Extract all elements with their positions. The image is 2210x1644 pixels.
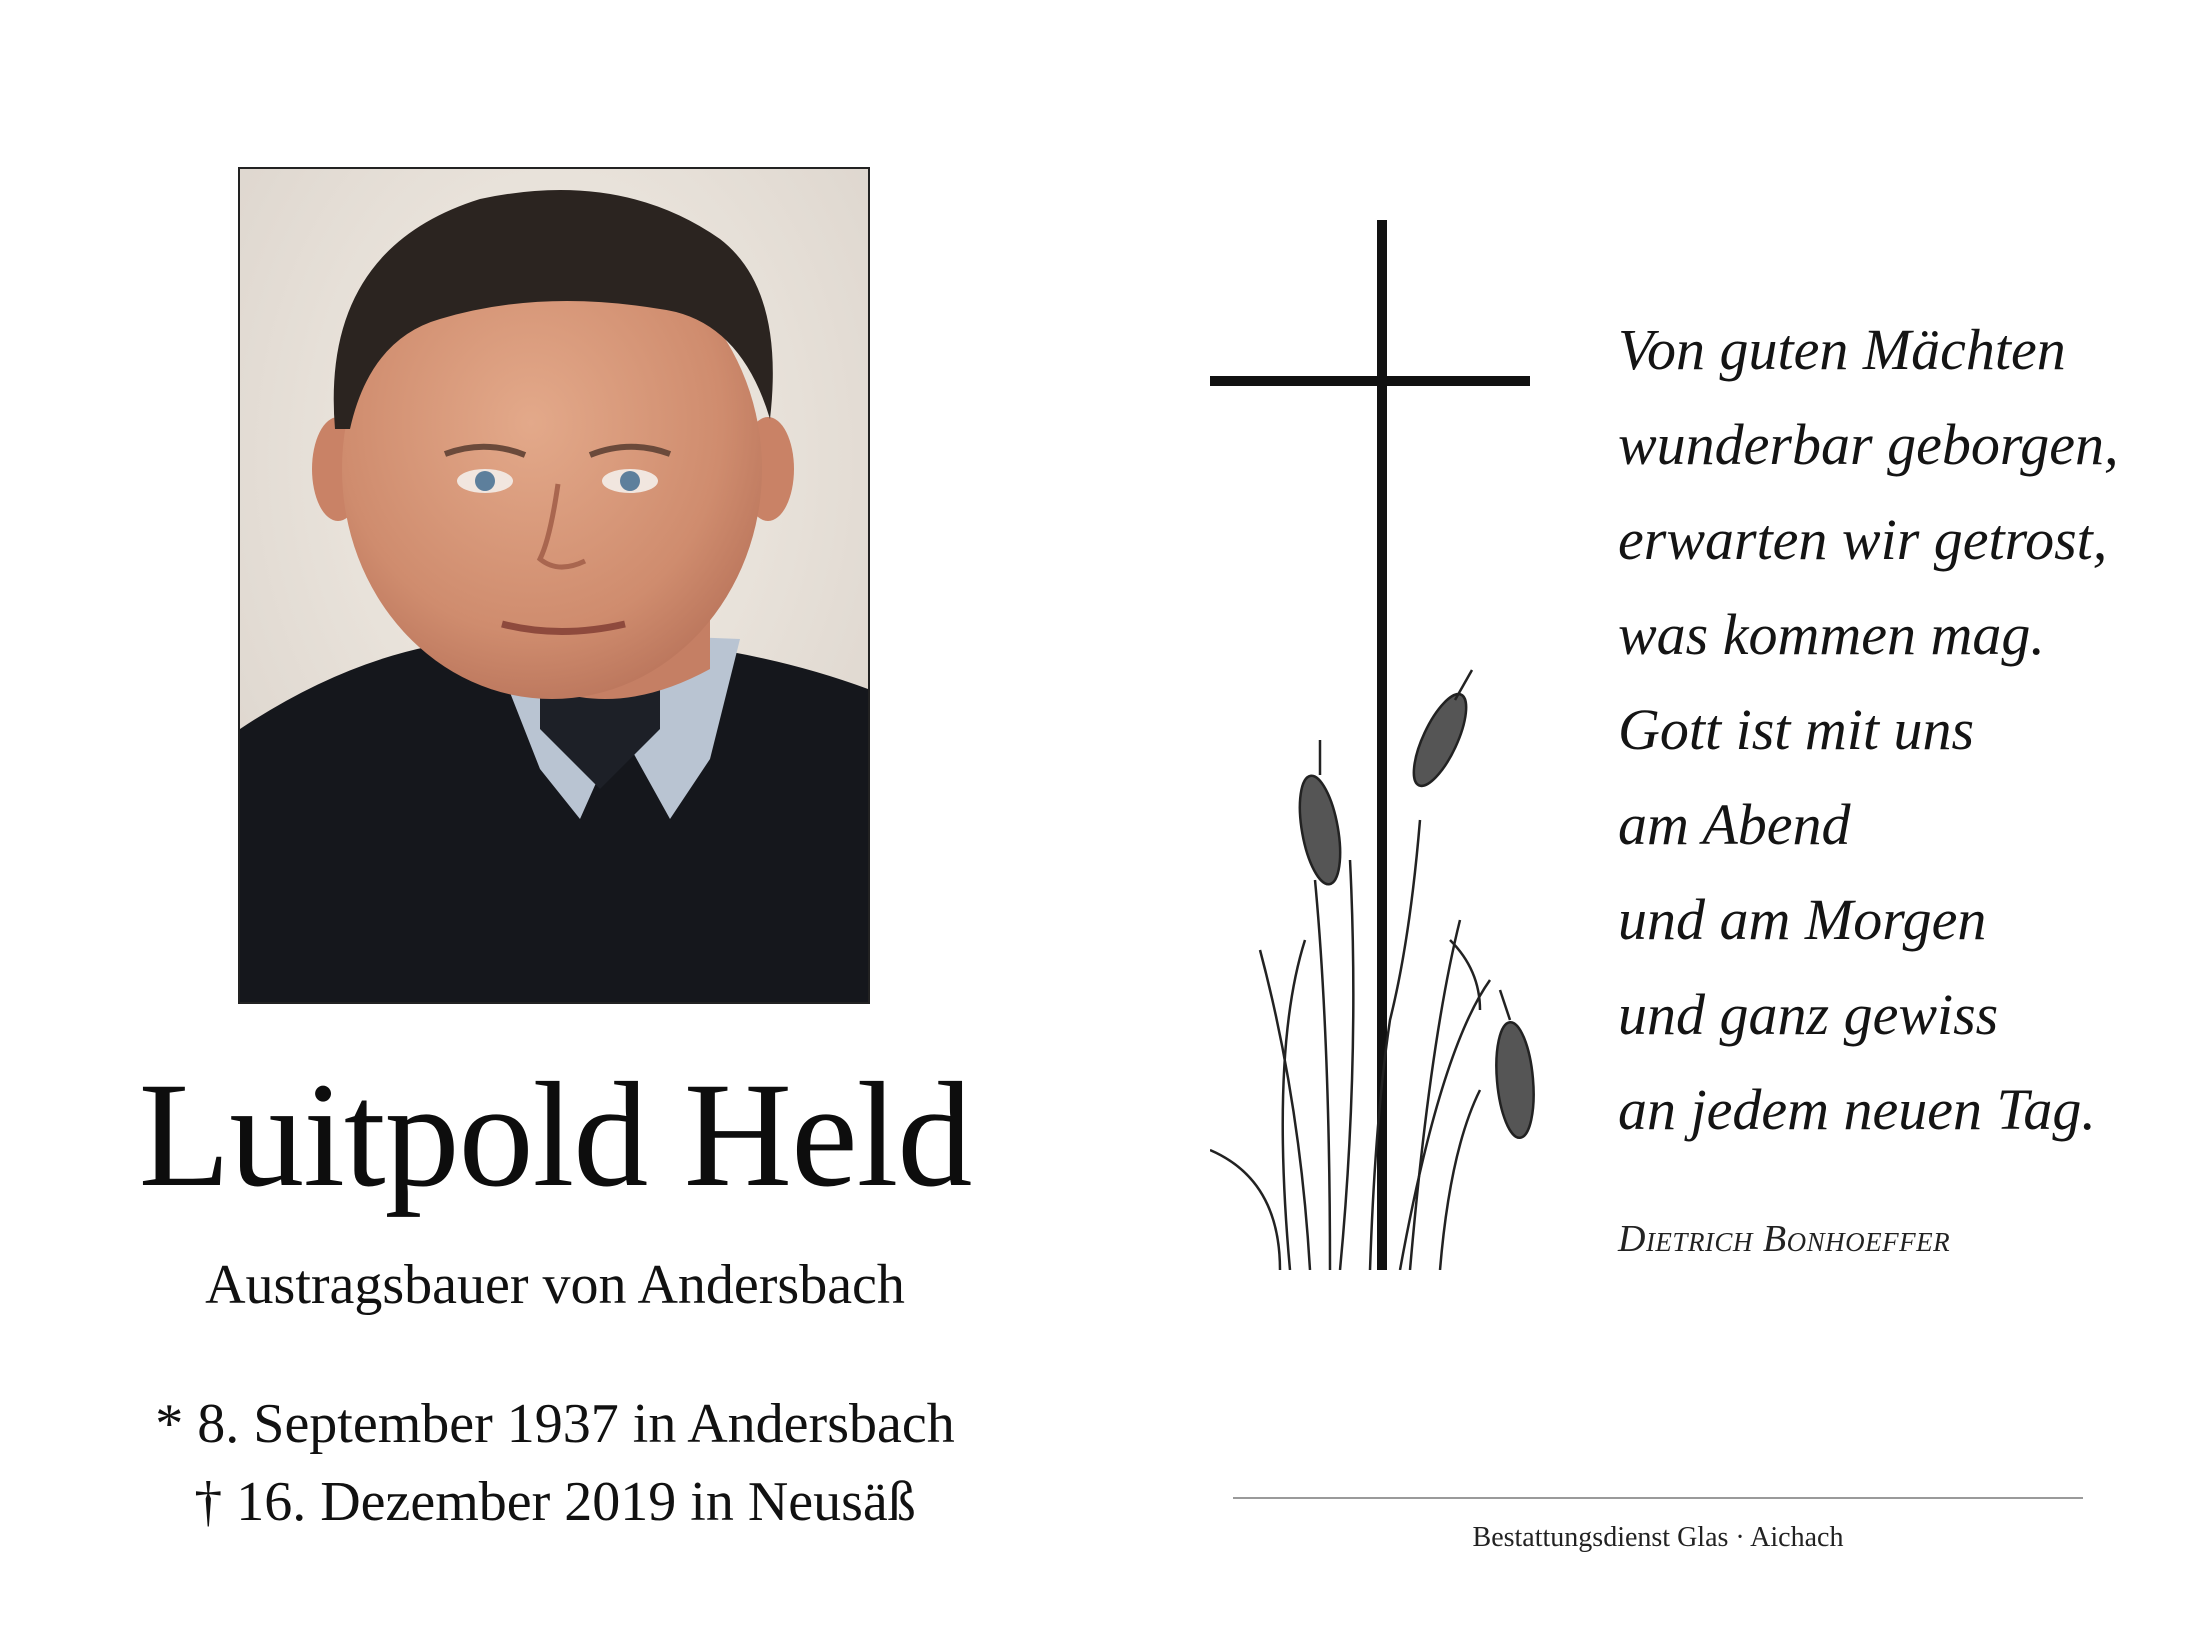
cross-icon	[1210, 220, 1530, 1270]
funeral-service: Bestattungsdienst Glas · Aichach	[1472, 1522, 1844, 1553]
poem-line: Gott ist mit uns	[1618, 697, 1975, 762]
portrait-illustration	[240, 169, 868, 1002]
portrait-photo	[238, 167, 870, 1004]
poem-line: erwarten wir getrost,	[1618, 507, 2108, 572]
deceased-name: Luitpold Held	[138, 1052, 972, 1218]
birth-date: * 8. September 1937 in Andersbach	[155, 1393, 955, 1455]
poem-line: was kommen mag.	[1618, 602, 2045, 667]
life-dates	[80, 1385, 1030, 1542]
cross-wheat-illustration	[1210, 220, 1550, 1270]
wheat-icon	[1210, 670, 1538, 1270]
poem-line: am Abend	[1618, 792, 1851, 857]
divider-line	[1233, 1497, 2083, 1499]
poem-line: und am Morgen	[1618, 887, 1987, 952]
poem-line: wunderbar geborgen,	[1618, 412, 2119, 477]
poem-author: Dietrich Bonhoeffer	[1618, 1218, 1951, 1260]
poem-line: Von guten Mächten	[1618, 317, 2066, 382]
deceased-occupation: Austragsbauer von Andersbach	[205, 1254, 905, 1316]
poem-line: an jedem neuen Tag.	[1618, 1077, 2096, 1142]
death-date: † 16. Dezember 2019 in Neusäß	[194, 1471, 916, 1534]
poem-line: und ganz gewiss	[1618, 982, 1999, 1047]
poem	[1618, 302, 2178, 1157]
